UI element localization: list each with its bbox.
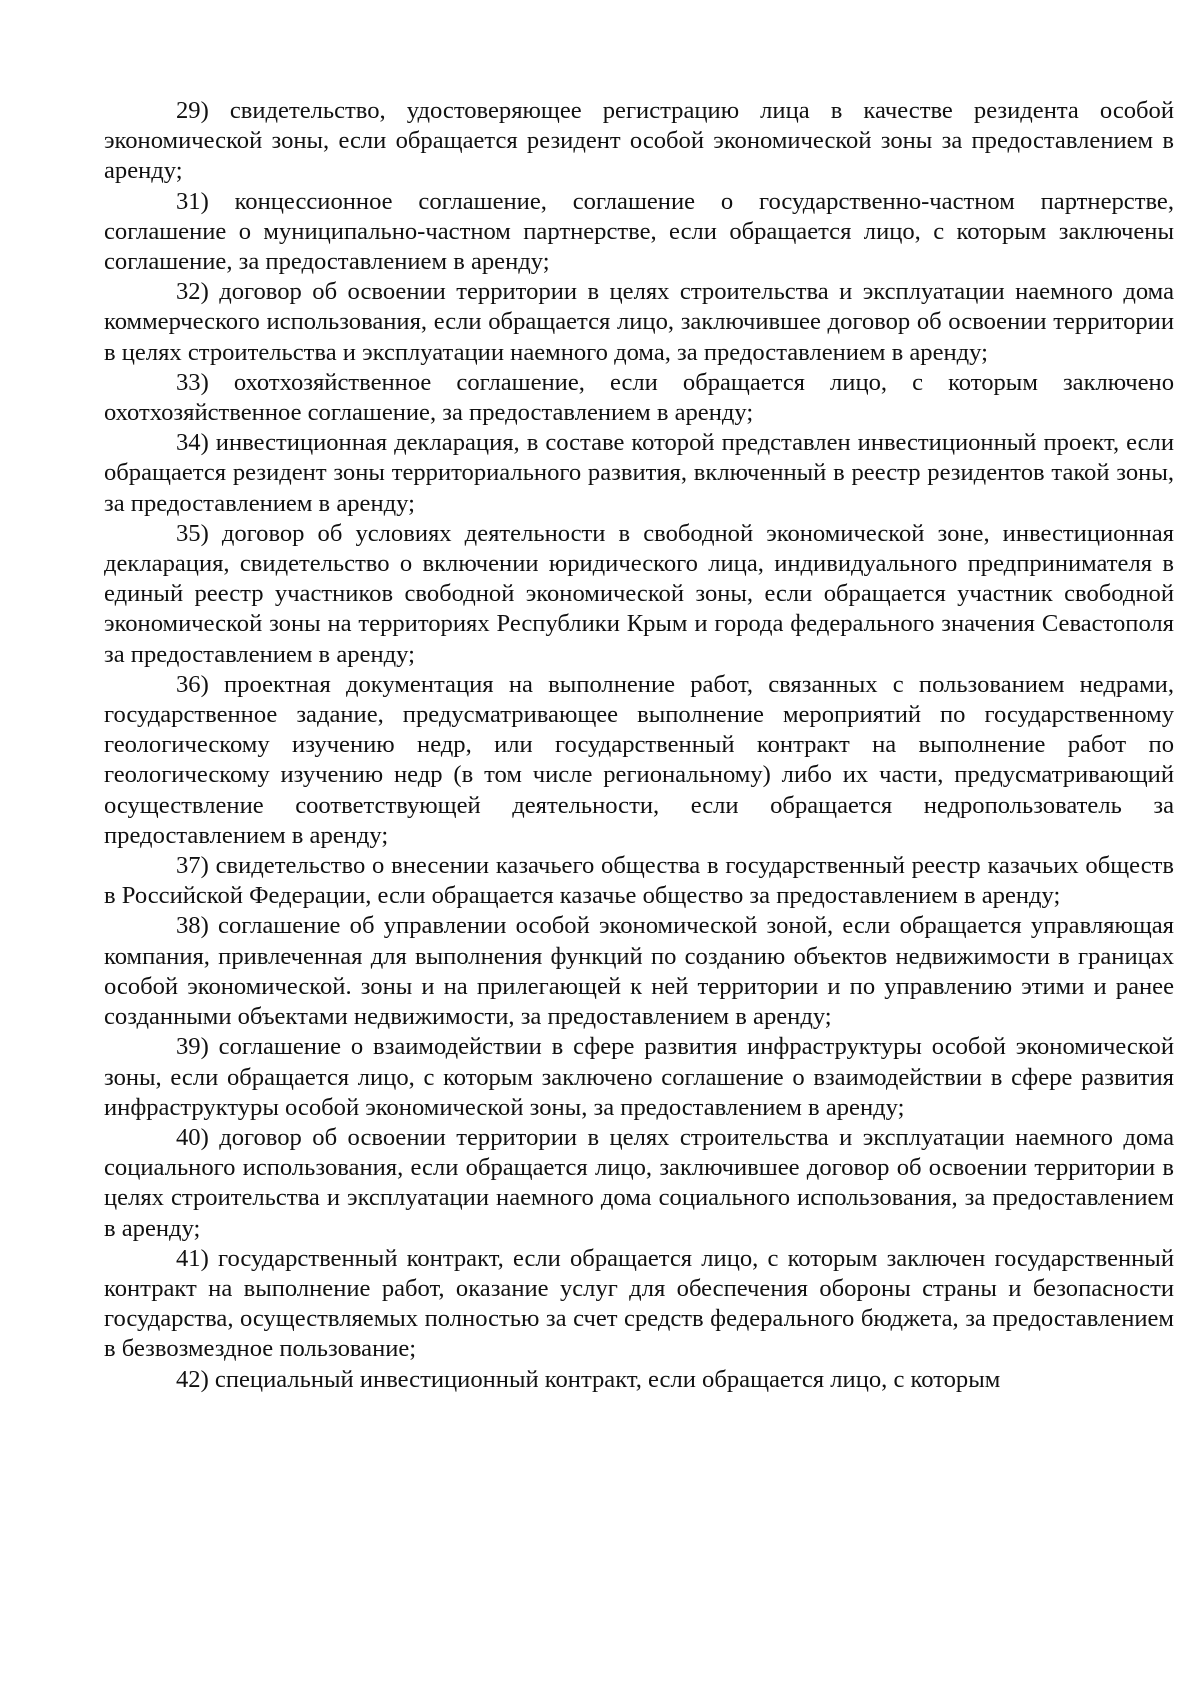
- paragraph-42: 42) специальный инвестиционный контракт, если обращается лицо, с которым: [176, 1365, 1001, 1393]
- paragraph-33: 33) охотхозяйственное соглашение, если обращается лицо, с которым заключено охотхозяйственное соглашение, за предоставлением в аренду;: [104, 368, 1174, 427]
- paragraph-35: 35) договор об условиях деятельности в свободной экономической зоне, инвестиционная декларация, свидетельство о включении юридического лица, индивидуального предпринимателя в единый реестр участников свободной экономической зоны, если обращается участник свободной экономической зоны на территориях Республики Крым и города федерального значения Севастополя за предоставлением в аренду;: [104, 519, 1174, 668]
- paragraph-38: 38) соглашение об управлении особой экономической зоной, если обращается управляющая компания, привлеченная для выполнения функций по созданию объектов недвижимости в границах особой экономической. зоны и на прилегающей к ней территории и по управлению этими и ранее созданными объектами недвижимости, за предоставлением в аренду;: [104, 912, 1174, 1031]
- paragraph-31: 31) концессионное соглашение, соглашение о государственно-частном партнерстве, соглашение о муниципально-частном партнерстве, если обращается лицо, с которым заключены соглашение, за предоставлением в аренду;: [104, 187, 1174, 276]
- paragraph-40: 40) договор об освоении территории в целях строительства и эксплуатации наемного дома социального использования, если обращается лицо, заключившее договор об освоении территории в целях строительства и эксплуатации наемного дома социального использования, за предоставлением в аренду;: [104, 1123, 1174, 1242]
- paragraph-41: 41) государственный контракт, если обращается лицо, с которым заключен государственный контракт на выполнение работ, оказание услуг для обеспечения обороны страны и безопасности государства, осуществляемых полностью за счет средств федерального бюджета, за предоставлением в безвозмездное пользование;: [104, 1244, 1174, 1363]
- paragraph-29: 29) свидетельство, удостоверяющее регистрацию лица в качестве резидента особой экономической зоны, если обращается резидент особой экономической зоны за предоставлением в аренду;: [104, 97, 1174, 185]
- paragraph-39: 39) соглашение о взаимодействии в сфере развития инфраструктуры особой экономической зоны, если обращается лицо, с которым заключено соглашение о взаимодействии в сфере развития инфраструктуры особой экономической зоны, за предоставлением в аренду;: [104, 1033, 1174, 1121]
- paragraph-37: 37) свидетельство о внесении казачьего общества в государственный реестр казачьих обществ в Российской Федерации, если обращается казачье общество за предоставлением в аренду;: [104, 852, 1174, 910]
- paragraph-32: 32) договор об освоении территории в целях строительства и эксплуатации наемного дома коммерческого использования, если обращается лицо, заключившее договор об освоении территории в целях строительства и эксплуатации наемного дома, за предоставлением в аренду;: [104, 278, 1174, 366]
- document-page: [104, 96, 1174, 1395]
- paragraph-36: 36) проектная документация на выполнение работ, связанных с пользованием недрами, государственное задание, предусматривающее выполнение мероприятий по государственному геологическому изучению недр, или государственный контракт на выполнение работ по геологическому изучению недр (в том числе региональному) либо их части, предусматривающий осуществление соответствующей деятельности, если обращается недропользователь за предоставлением в аренду;: [104, 670, 1174, 849]
- paragraph-34: 34) инвестиционная декларация, в составе которой представлен инвестиционный проект, если обращается резидент зоны территориального развития, включенный в реестр резидентов такой зоны, за предоставлением в аренду;: [104, 429, 1174, 517]
